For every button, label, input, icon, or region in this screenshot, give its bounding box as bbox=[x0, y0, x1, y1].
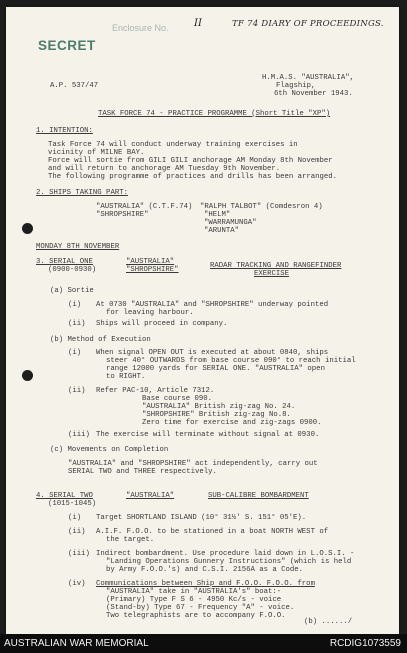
serial-exercise: EXERCISE bbox=[254, 270, 290, 278]
serial-ship: "SHROPSHIRE" bbox=[126, 266, 179, 274]
ship-name: "HELM" bbox=[204, 211, 231, 219]
day-heading: MONDAY 8TH NOVEMBER bbox=[36, 243, 120, 251]
text-line: When signal OPEN OUT is executed at about 0840, ships bbox=[96, 349, 329, 357]
section-heading: 1. INTENTION: bbox=[36, 127, 93, 135]
text-line: the target. bbox=[106, 536, 155, 544]
serial-exercise: RADAR TRACKING AND RANGEFINDER bbox=[210, 262, 342, 270]
serial-time: (0900-0930) bbox=[48, 266, 97, 274]
archive-name: AUSTRALIAN WAR MEMORIAL bbox=[4, 638, 149, 649]
item-number: (i) bbox=[68, 514, 82, 522]
subsection-heading: (b) Method of Execution bbox=[50, 336, 151, 344]
text-line: Refer PAC-10, Article 7312. bbox=[96, 387, 215, 395]
item-number: (ii) bbox=[68, 528, 86, 536]
text-line: Two telegraphists are to accompany F.O.O. bbox=[106, 612, 286, 620]
text-line: "Landing Operations Gunnery Instructions" (which is held bbox=[106, 558, 352, 566]
item-number: (i) bbox=[68, 349, 82, 357]
ship-name: "AUSTRALIA" (C.T.F.74) bbox=[96, 203, 193, 211]
archive-footer bbox=[0, 634, 407, 653]
item-number: (ii) bbox=[68, 387, 86, 395]
item-number: (i) bbox=[68, 301, 82, 309]
text-line: (Primary) Type F S 6 - 4950 Kc/s - voice bbox=[106, 596, 282, 604]
serial-ship: "AUSTRALIA" bbox=[126, 258, 175, 266]
text-line: Indirect bombardment. Use procedure laid down in L.O.S.I. - bbox=[96, 550, 355, 558]
archive-id: RCDIG1073559 bbox=[329, 638, 401, 649]
serial-ship: "AUSTRALIA" bbox=[126, 492, 175, 500]
text-line: Task Force 74 will conduct underway training exercises in bbox=[48, 141, 298, 149]
text-line: Communications between Ship and F.O.O. F.O.O. from bbox=[96, 580, 315, 588]
handwritten-annotation: TF 74 DIARY OF PROCEEDINGS. bbox=[232, 19, 384, 29]
serial-heading: 4. SERIAL TWO bbox=[36, 492, 93, 500]
text-line: by Army F.O.O.'s) and C.S.I. 2156A as a Code. bbox=[106, 566, 304, 574]
serial-heading: 3. SERIAL ONE bbox=[36, 258, 93, 266]
item-number: (iii) bbox=[68, 431, 90, 439]
section-heading: 2. SHIPS TAKING PART: bbox=[36, 189, 128, 197]
subsection-heading: (c) Movements on Completion bbox=[50, 446, 169, 454]
document-title: TASK FORCE 74 - PRACTICE PROGRAMME (Short Title "XP") bbox=[98, 110, 331, 118]
text-line: The exercise will terminate without signal at 0930. bbox=[96, 431, 320, 439]
ship-name: "ARUNTA" bbox=[204, 227, 240, 235]
punch-hole bbox=[22, 223, 33, 234]
text-line: range 12000 yards for SERIAL ONE. "AUSTRALIA" open bbox=[106, 365, 325, 373]
serial-time: (1015-1045) bbox=[48, 500, 97, 508]
subsection-heading: (a) Sortie bbox=[50, 287, 94, 295]
text-line: Force will sortie from GILI GILI anchorage AM Monday 8th November bbox=[48, 157, 333, 165]
ship-name: "SHROPSHIRE" bbox=[96, 211, 149, 219]
text-line: At 0730 "AUSTRALIA" and "SHROPSHIRE" underway pointed bbox=[96, 301, 329, 309]
punch-hole bbox=[22, 370, 33, 381]
text-line: steer 40° OUTWARDS from base course 090° to reach initial bbox=[106, 357, 356, 365]
text-line: for leaving harbour. bbox=[106, 309, 194, 317]
text-line: and will return to anchorage AM Tuesday 9th November. bbox=[48, 165, 281, 173]
text-line: The following programme of practices and drills has been arranged. bbox=[48, 173, 338, 181]
text-line: A.I.F. F.O.O. to be stationed in a boat NORTH WEST of bbox=[96, 528, 329, 536]
reference-number: A.P. 537/47 bbox=[50, 82, 99, 90]
text-line: Target SHORTLAND ISLAND (10° 31½' S. 151° 05'E). bbox=[96, 514, 307, 522]
text-line: (Stand-by) Type 67 - Frequency "A" - voice. bbox=[106, 604, 295, 612]
enclosure-stamp: Enclosure No. bbox=[112, 23, 169, 33]
text-line: Zero time for exercise and zig-zags 0900. bbox=[142, 419, 322, 427]
text-line: Base course 090. bbox=[142, 395, 213, 403]
from-line-2: Flagship, bbox=[276, 82, 316, 90]
document-date: 6th November 1943. bbox=[274, 90, 353, 98]
serial-exercise: SUB-CALIBRE BOMBARDMENT bbox=[208, 492, 309, 500]
continuation-marker: (b) ....../ bbox=[304, 618, 353, 626]
from-line-1: H.M.A.S. "AUSTRALIA", bbox=[262, 74, 354, 82]
text-line: "AUSTRALIA" and "SHROPSHIRE" act independently, carry out bbox=[68, 460, 318, 468]
text-line: to RIGHT. bbox=[106, 373, 146, 381]
secret-stamp: SECRET bbox=[38, 38, 96, 53]
ship-name: "RALPH TALBOT" (Comdesron 4) bbox=[200, 203, 323, 211]
text-line: "SHROPSHIRE" British zig-zag No.8. bbox=[142, 411, 291, 419]
item-number: (iii) bbox=[68, 550, 90, 558]
text-line: vicinity of MILNE BAY. bbox=[48, 149, 145, 157]
text-line: SERIAL TWO and THREE respectively. bbox=[68, 468, 217, 476]
item-number: (iv) bbox=[68, 580, 86, 588]
ship-name: "WARRAMUNGA" bbox=[204, 219, 257, 227]
item-number: (ii) bbox=[68, 320, 86, 328]
enclosure-number: II bbox=[194, 18, 202, 29]
text-line: "AUSTRALIA" British zig-zag No. 24. bbox=[142, 403, 296, 411]
text-line: "AUSTRALIA" take in "AUSTRALIA's" boat:- bbox=[106, 588, 282, 596]
text-line: Ships will proceed in company. bbox=[96, 320, 228, 328]
